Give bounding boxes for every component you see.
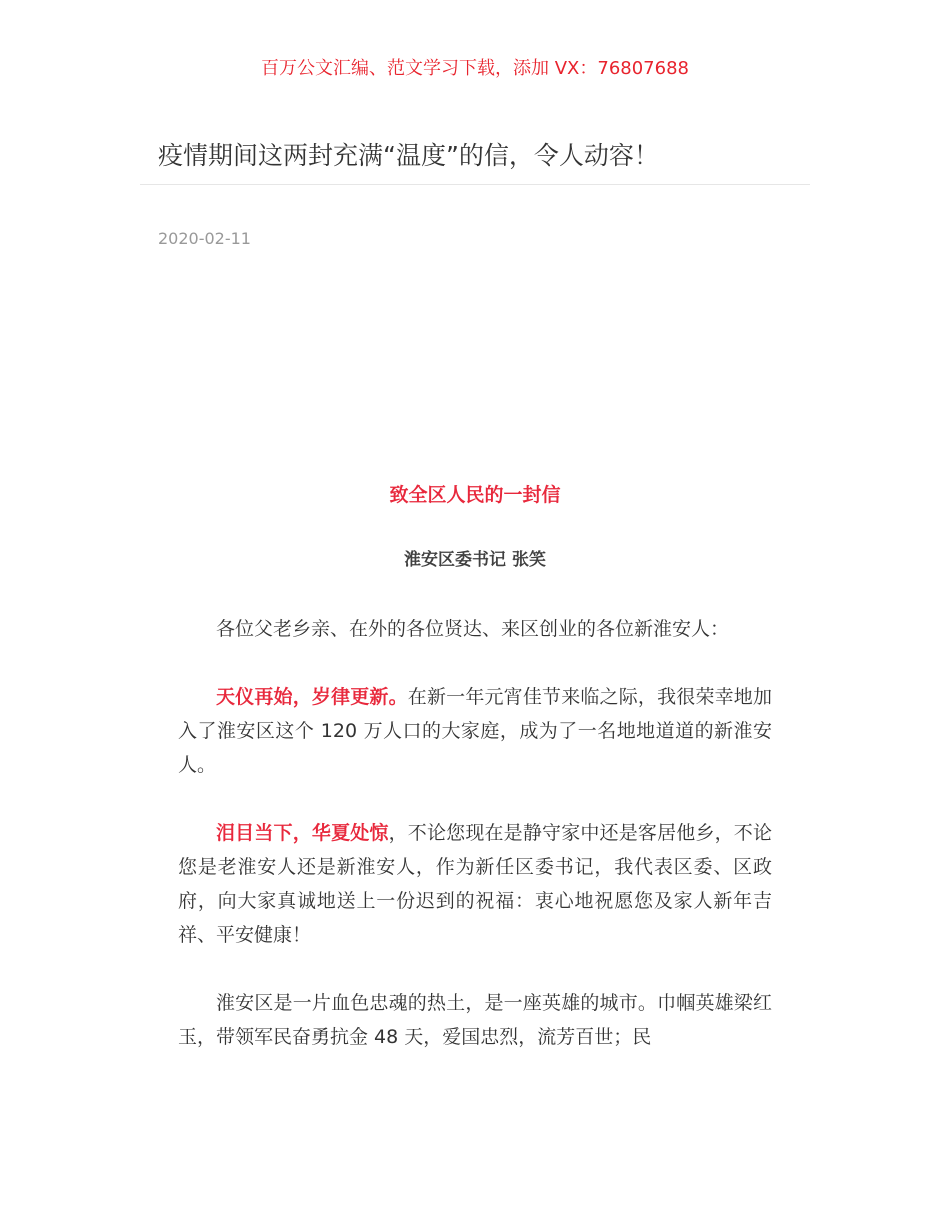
letter-greeting: 各位父老乡亲、在外的各位贤达、来区创业的各位新淮安人： — [216, 618, 730, 640]
paragraph-1-text: 在新一年元宵佳节来临之际，我很荣幸地加入了淮安区这个 120 万人口的大家庭，成为了一名地地道道的新淮安人。 — [178, 686, 772, 776]
title-divider — [140, 184, 810, 185]
paragraph-2-highlight: 泪目当下，华夏处惊 — [216, 822, 389, 844]
article-date: 2020-02-11 — [158, 229, 251, 248]
paragraph-2-text: ，不论您现在是静守家中还是客居他乡，不论您是老淮安人还是新淮安人，作为新任区委书记，我代表区委、区政府，向大家真诚地送上一份迟到的祝福：衷心地祝愿您及家人新年吉祥、平安健康！ — [178, 822, 772, 946]
article-title: 疫情期间这两封充满“温度”的信，令人动容！ — [158, 141, 659, 170]
letter-paragraph-2 — [178, 816, 772, 952]
promo-banner: 百万公文汇编、范文学习下载，添加 VX：76807688 — [261, 58, 689, 79]
letter-paragraph-1 — [178, 680, 772, 782]
letter-title: 致全区人民的一封信 — [389, 484, 561, 506]
letter-body — [178, 612, 772, 1088]
paragraph-1-highlight: 天仪再始，岁律更新。 — [216, 686, 408, 708]
letter-paragraph-3: 淮安区是一片血色忠魂的热土，是一座英雄的城市。巾帼英雄梁红玉，带领军民奋勇抗金 48 天，爱国忠烈，流芳百世；民 — [178, 992, 772, 1048]
letter-author: 淮安区委书记 张笑 — [404, 550, 546, 570]
